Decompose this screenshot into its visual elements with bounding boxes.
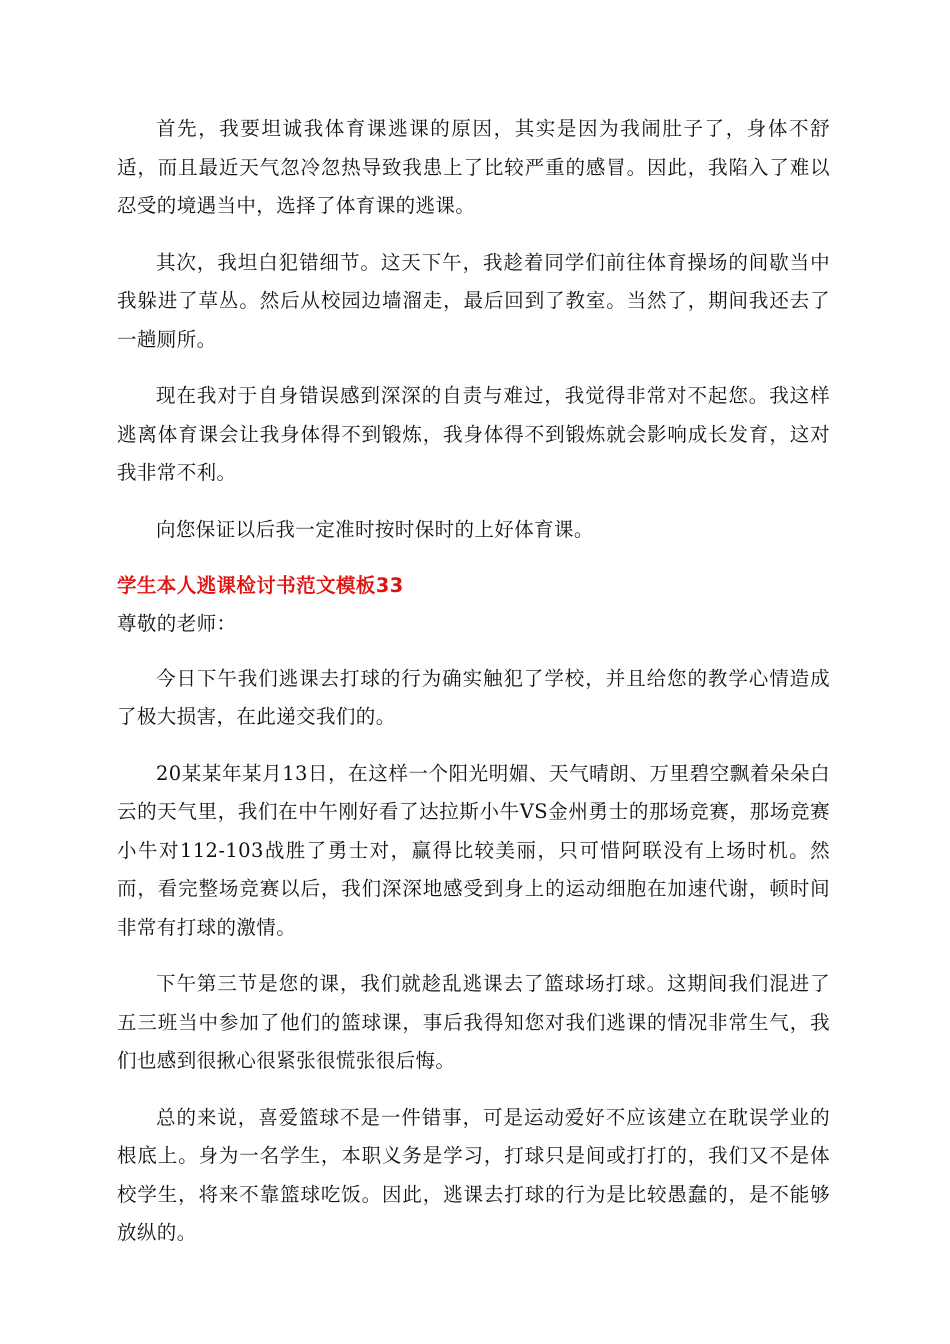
- section-title: 学生本人逃课检讨书范文模板33: [117, 574, 404, 597]
- paragraph-skipping-class: 下午第三节是您的课，我们就趁乱逃课去了篮球场打球。这期间我们混进了五三班当中参加了他们的篮球课，事后我得知您对我们逃课的情况非常生气，我们也感到很揪心很紧张很慌张很后悔。: [117, 972, 830, 1072]
- paragraph-apology: 今日下午我们逃课去打球的行为确实触犯了学校，并且给您的教学心情造成了极大损害，在此递交我们的。: [117, 666, 830, 728]
- paragraph-promise: 向您保证以后我一定准时按时保时的上好体育课。: [156, 517, 594, 541]
- paragraph-game-story: 20某某年某月13日，在这样一个阳光明媚、天气晴朗、万里碧空飘着朵朵白云的天气里，我们在中午刚好看了达拉斯小牛VS金州勇士的那场竞赛，那场竞赛小牛对112-103战胜了勇士对，赢得比较美丽，只可惜阿联没有上场时机。然而，看完整场竞赛以后，我们深深地感受到身上的运动细胞在加速代谢，顿时间非常有打球的激情。: [117, 761, 830, 939]
- salutation: 尊敬的老师：: [117, 612, 237, 635]
- paragraph-reason: 首先，我要坦诚我体育课逃课的原因，其实是因为我闹肚子了，身体不舒适，而且最近天气忽冷忽热导致我患上了比较严重的感冒。因此，我陷入了难以忍受的境遇当中，选择了体育课的逃课。: [117, 117, 830, 217]
- paragraph-conclusion: 总的来说，喜爱篮球不是一件错事，可是运动爱好不应该建立在耽误学业的根底上。身为一名学生，本职义务是学习，打球只是间或打打的，我们又不是体校学生，将来不靠篮球吃饭。因此，逃课去打球的行为是比较愚蠢的，是不能够放纵的。: [117, 1105, 830, 1244]
- paragraph-remorse: 现在我对于自身错误感到深深的自责与难过，我觉得非常对不起您。我这样逃离体育课会让我身体得不到锻炼，我身体得不到锻炼就会影响成长发育，这对我非常不利。: [117, 384, 830, 484]
- paragraph-details: 其次，我坦白犯错细节。这天下午，我趁着同学们前往体育操场的间歇当中我躲进了草丛。然后从校园边墙溜走，最后回到了教室。当然了，期间我还去了一趟厕所。: [117, 250, 830, 351]
